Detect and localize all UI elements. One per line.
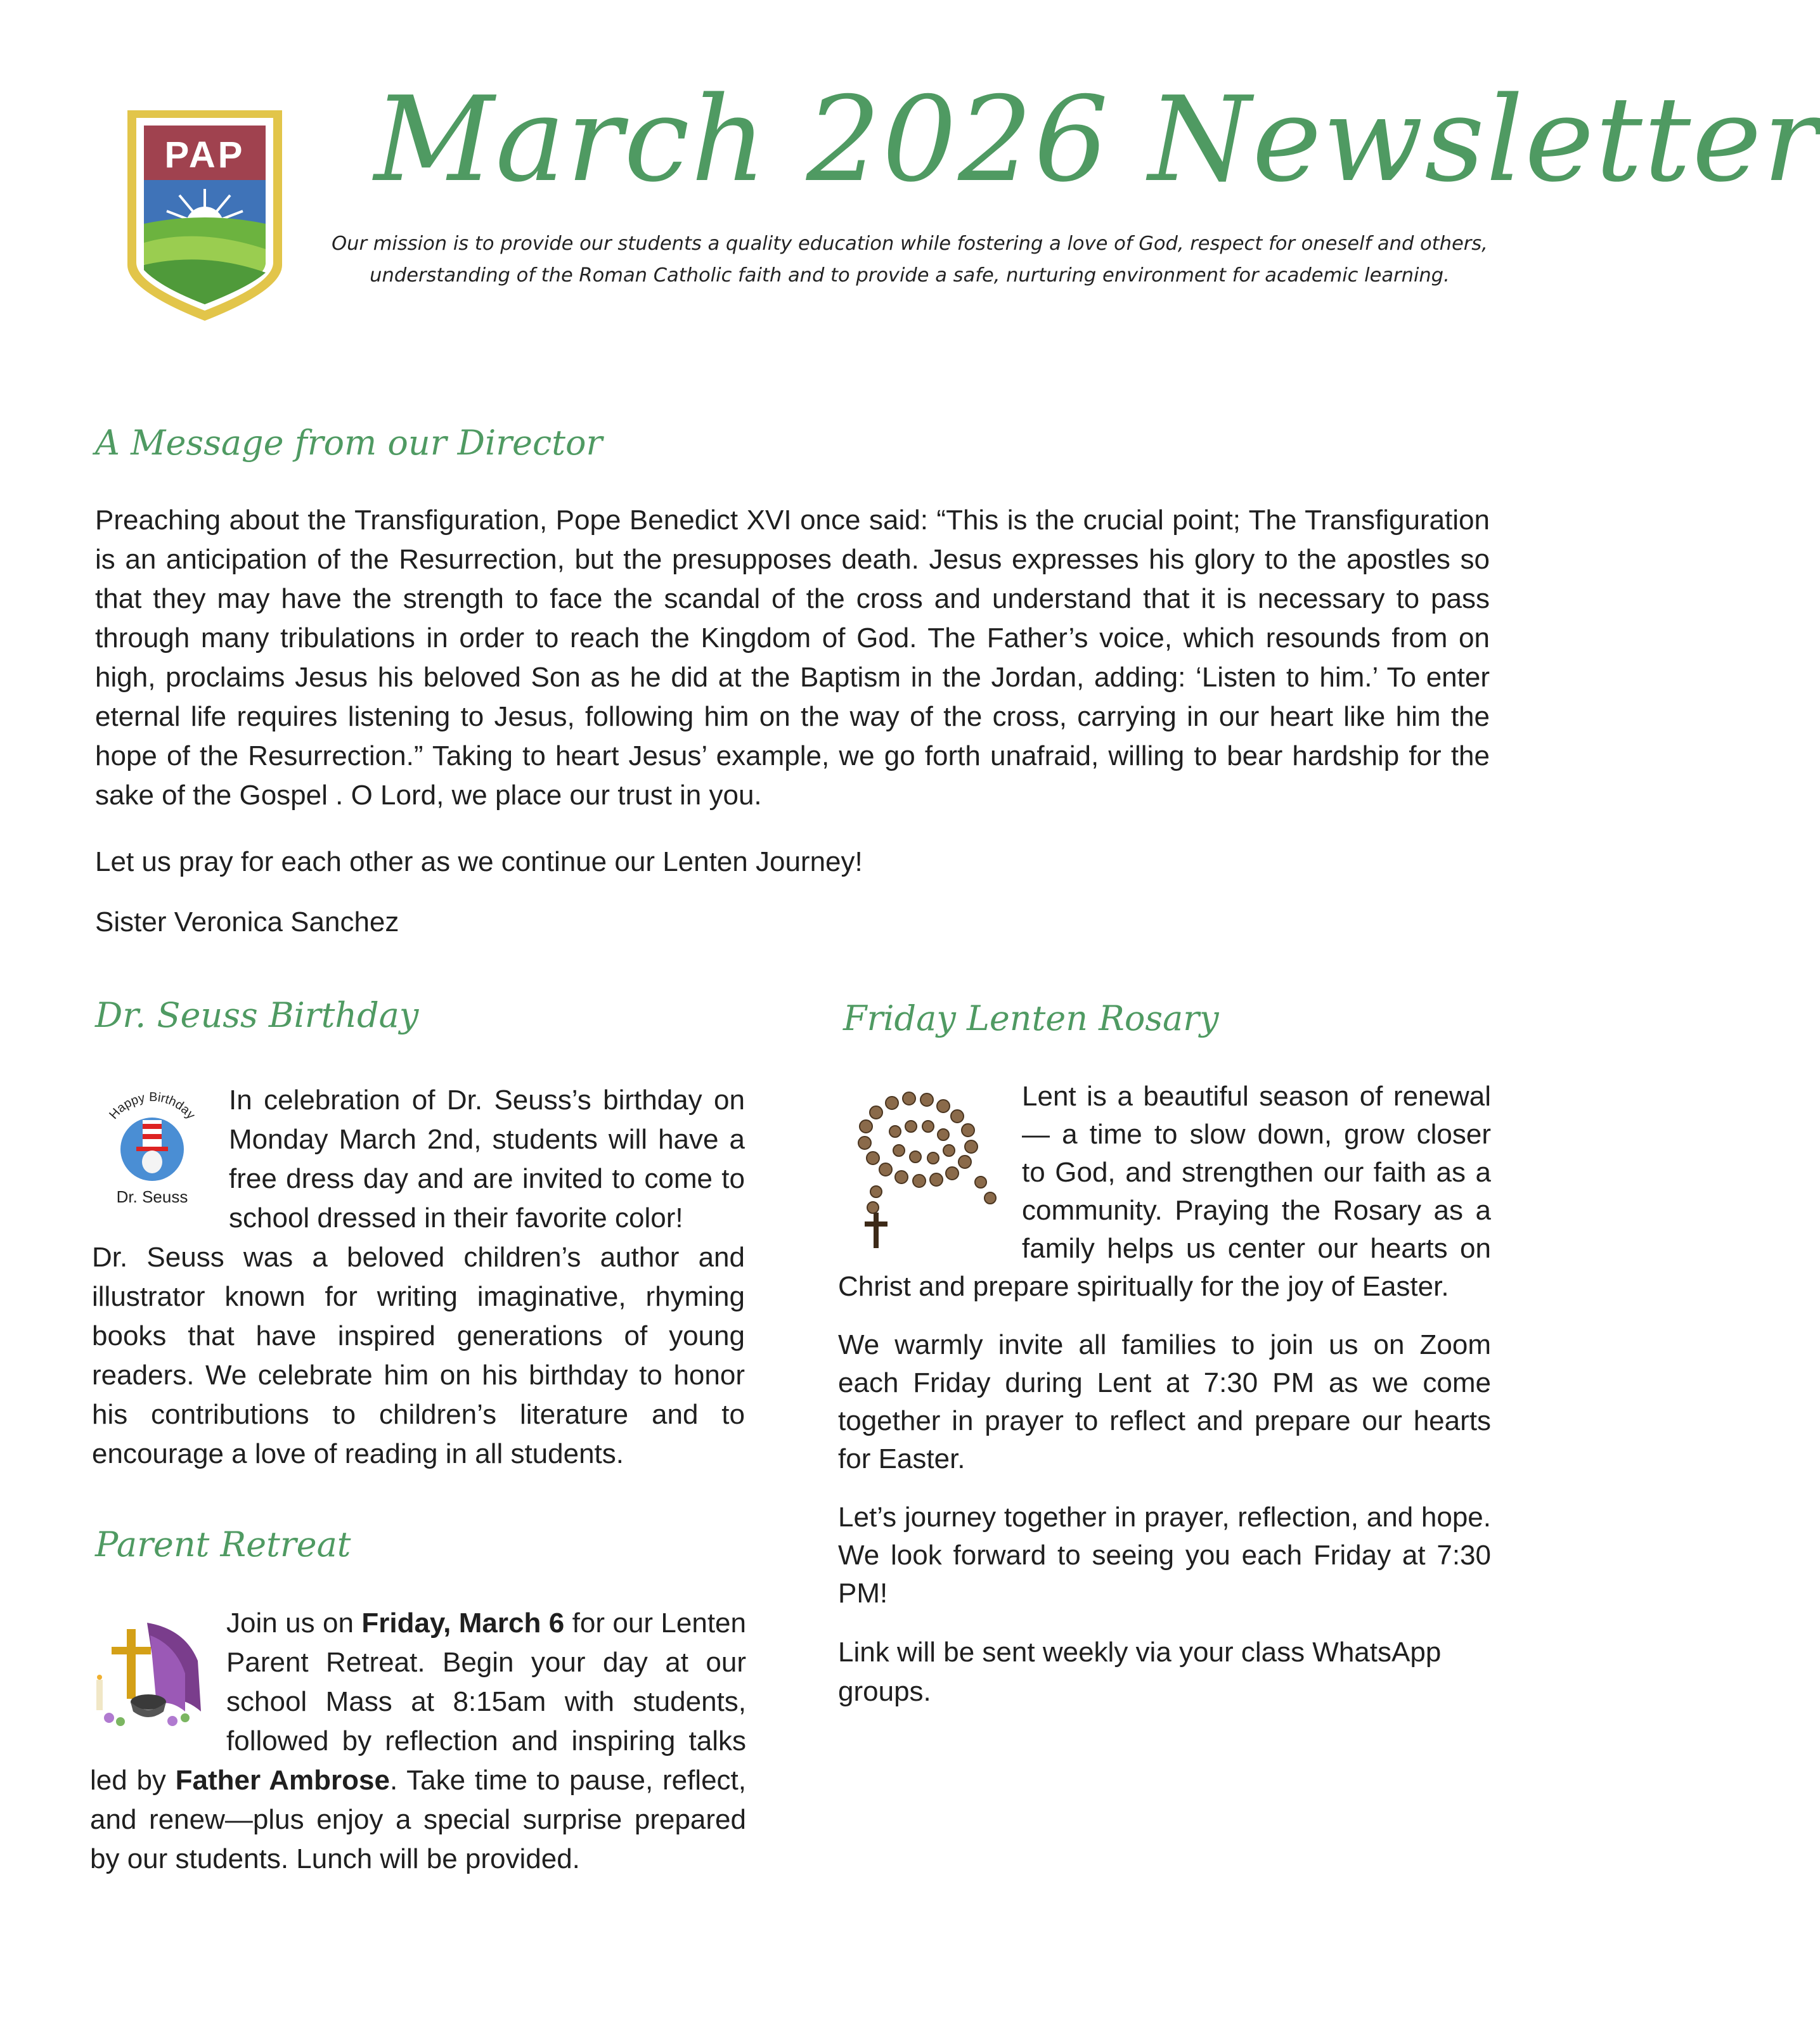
mission-line-2: understanding of the Roman Catholic faith and to provide a safe, nurturing environment for academic learning. — [370, 264, 1450, 287]
mission-line-1: Our mission is to provide our students a quality education while fostering a love of God, respect for oneself and others, — [332, 233, 1488, 255]
dr-seuss-badge-icon — [92, 1087, 212, 1208]
retreat-heading: Parent Retreat — [95, 1524, 351, 1564]
rosary-paragraph-1: Lent is a beautiful season of renewal — a time to slow down, grow closer to God, and strengthen our faith as a community. Praying the Rosary as a family helps us center our hearts on Christ and prepare spiritually for the joy of Easter. — [838, 1081, 1491, 1302]
retreat-text-c: . Take time to pause, reflect, and renew—plus enjoy a special surprise prepared by our students. Lunch will be provided. — [90, 1765, 746, 1874]
seuss-paragraph-1: In celebration of Dr. Seuss’s birthday on Monday March 2nd, students will have a free dress day and are invited to come to school dressed in their favorite color! — [229, 1085, 745, 1234]
retreat-text-b: for our Lenten Parent Retreat. Begin your day at our school Mass at 8:15am with students, followed by reflection and inspiring talks led by — [90, 1608, 746, 1796]
rosary-heading: Friday Lenten Rosary — [843, 998, 1219, 1038]
retreat-speaker: Father Ambrose — [175, 1765, 390, 1796]
seuss-section — [92, 1081, 745, 1474]
badge-top-text: Happy Birthday — [106, 1090, 198, 1122]
logo-text: PAP — [164, 134, 245, 176]
rosary-paragraph-4: Link will be sent weekly via your class WhatsApp groups. — [838, 1637, 1442, 1707]
svg-text:Happy Birthday — [106, 1090, 198, 1122]
retreat-section — [90, 1604, 746, 1879]
badge-bottom-text: Dr. Seuss — [116, 1187, 188, 1206]
director-closing: Let us pray for each other as we continue our Lenten Journey! — [95, 846, 863, 877]
school-logo — [122, 106, 287, 325]
seuss-heading: Dr. Seuss Birthday — [95, 995, 419, 1035]
director-message: Preaching about the Transfiguration, Pope Benedict XVI once said: “This is the crucial point; The Transfiguration is an anticipation of the Resurrection, but the presupposes death. Jesus expresses his glory to the apostles so that they may have the strength to face the scandal of the cross and understand that it is necessary to pass through many tribulations in order to reach the Kingdom of God. The Father’s voice, which resounds from on high, proclaims Jesus his beloved Son as he did at the Baptism in the Jordan, adding: ‘Listen to him.’ To enter eternal life requires listening to Jesus, following him on the way of the cross, carrying in our heart like him the hope of the Resurrection.” Taking to heart Jesus’ example, we go forth unafraid, willing to bear hardship for the sake of the Gospel . O Lord, we place our trust in you. — [95, 505, 1490, 811]
newsletter-title: March 2026 Newsletter — [374, 71, 1820, 208]
rosary-icon — [838, 1087, 1009, 1252]
rosary-paragraph-3: Let’s journey together in prayer, reflection, and hope. We look forward to seeing you each Friday at 7:30 PM! — [838, 1502, 1491, 1609]
lenten-cross-icon — [90, 1616, 204, 1730]
seuss-paragraph-2: Dr. Seuss was a beloved children’s author and illustrator known for writing imaginative, rhyming books that have inspired generations of young readers. We celebrate him on his birthday to honor his contributions to children’s literature and to encourage a love of reading in all students. — [92, 1242, 745, 1469]
mission-statement — [330, 228, 1490, 292]
rosary-section — [838, 1078, 1491, 1711]
director-signature: Sister Veronica Sanchez — [95, 906, 399, 938]
retreat-date: Friday, March 6 — [361, 1608, 565, 1639]
rosary-paragraph-2: We warmly invite all families to join us on Zoom each Friday during Lent at 7:30 PM as we come together in prayer to reflect and prepare our hearts for Easter. — [838, 1329, 1491, 1474]
retreat-text-a: Join us on — [226, 1608, 362, 1639]
director-heading: A Message from our Director — [95, 423, 603, 463]
